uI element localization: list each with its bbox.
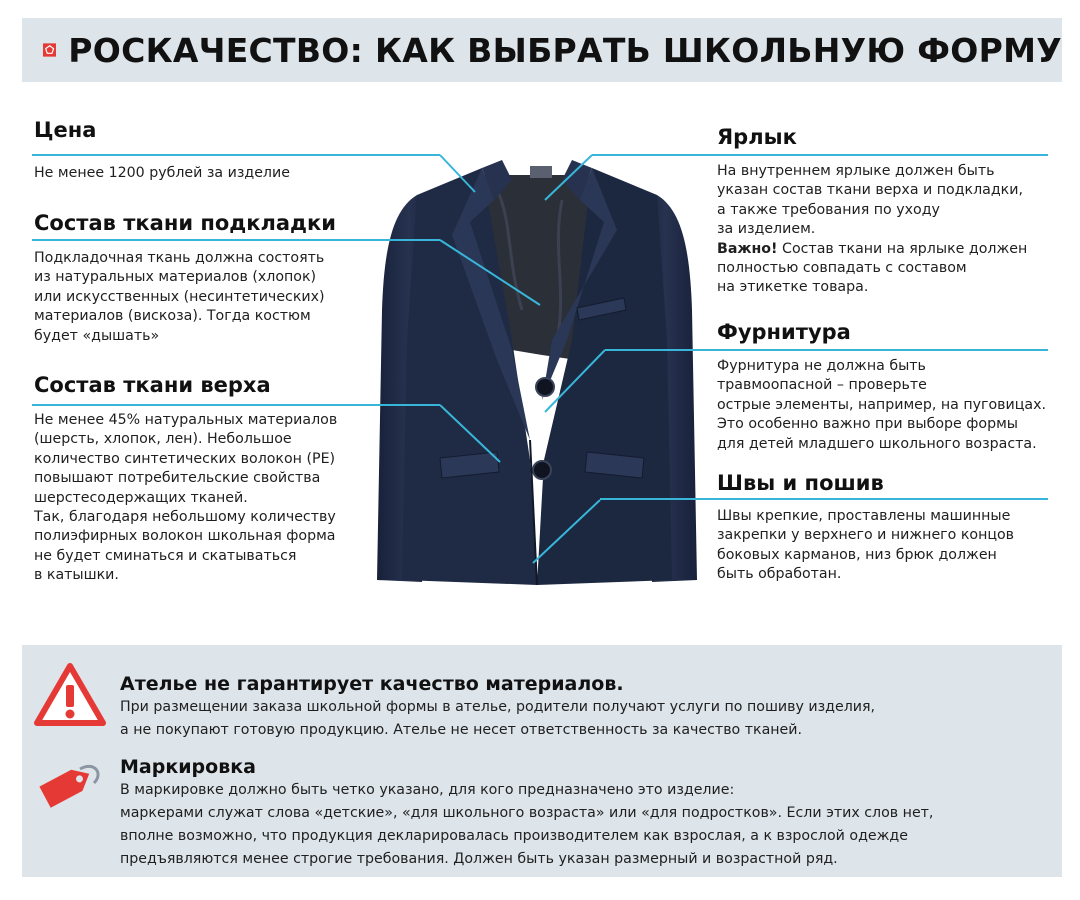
outer-line: количество синтетических волокон (PE) bbox=[34, 450, 336, 467]
outer-line: шерстесодержащих тканей. bbox=[34, 489, 248, 506]
label-line: на этикетке товара. bbox=[717, 279, 869, 296]
seams-rule bbox=[600, 498, 1048, 500]
outer-line: Так, благодаря небольшому количеству bbox=[34, 509, 336, 526]
outer-line: (шерсть, хлопок, лен). Небольшое bbox=[34, 431, 292, 448]
label-line: указан состав ткани верха и подкладки, bbox=[717, 182, 1023, 199]
outer-title: Состав ткани верха bbox=[34, 373, 271, 397]
price-title: Цена bbox=[34, 118, 97, 142]
label-line: полностью совпадать с составом bbox=[717, 260, 967, 277]
section-lining bbox=[34, 211, 336, 346]
hardware-line: для детей младшего школьного возраста. bbox=[717, 435, 1037, 452]
seams-line: Швы крепкие, проставлены машинные bbox=[717, 508, 1011, 524]
page-title: РОСКАЧЕСТВО: КАК ВЫБРАТЬ ШКОЛЬНУЮ ФОРМУ bbox=[68, 30, 1062, 70]
label-line: а также требования по уходу bbox=[717, 201, 940, 218]
seams-line: боковых карманов, низ брюк должен bbox=[717, 546, 997, 563]
label-rule bbox=[592, 154, 1048, 156]
atelier-title: Ателье не гарантирует качество материалов. bbox=[120, 673, 624, 695]
school-jacket-image bbox=[362, 140, 712, 590]
seams-title: Швы и пошив bbox=[717, 471, 884, 495]
section-label bbox=[717, 125, 1027, 298]
lining-rule bbox=[32, 239, 440, 241]
marking-line: маркерами служат слова «детские», «для школьного возраста» или «для подростков». Если этих слов нет, bbox=[120, 805, 934, 821]
outer-line: Не менее 45% натуральных материалов bbox=[34, 412, 338, 428]
roskachestvo-logo-icon bbox=[43, 28, 56, 72]
lining-line: будет «дышать» bbox=[34, 327, 160, 344]
outer-line: повышают потребительские свойства bbox=[34, 470, 321, 487]
header-banner bbox=[22, 18, 1062, 82]
price-text: Не менее 1200 рублей за изделие bbox=[34, 165, 290, 181]
label-important-line bbox=[717, 240, 1027, 259]
important-text: Состав ткани на ярлыке должен bbox=[777, 240, 1028, 257]
seams-line: закрепки у верхнего и нижнего концов bbox=[717, 527, 1015, 544]
lining-line: или искусственных (несинтетических) bbox=[34, 288, 325, 305]
hardware-rule bbox=[605, 349, 1048, 351]
section-price bbox=[34, 118, 290, 183]
hardware-line: острые элементы, например, на пуговицах. bbox=[717, 396, 1047, 413]
hardware-line: Фурнитура не должна быть bbox=[717, 358, 926, 374]
label-line: На внутреннем ярлыке должен быть bbox=[717, 163, 995, 179]
warning-triangle-icon bbox=[34, 663, 106, 727]
lining-line: материалов (вискоза). Тогда костюм bbox=[34, 308, 311, 325]
section-hardware bbox=[717, 320, 1046, 454]
marking-line: В маркировке должно быть четко указано, для кого предназначено это изделие: bbox=[120, 782, 735, 798]
seams-line: быть обработан. bbox=[717, 566, 842, 583]
outer-line: в катышки. bbox=[34, 567, 119, 584]
marking-line: вполне возможно, что продукция декларировалась производителем как взрослая, а к взрослой одежде bbox=[120, 828, 908, 844]
atelier-line: При размещении заказа школьной формы в ателье, родители получают услуги по пошиву изделия, bbox=[120, 699, 876, 715]
atelier-block bbox=[120, 673, 875, 742]
marking-block bbox=[120, 756, 933, 871]
marking-title: Маркировка bbox=[120, 756, 256, 778]
info-panel bbox=[22, 645, 1062, 877]
label-line: за изделием. bbox=[717, 221, 816, 238]
atelier-line: а не покупают готовую продукцию. Ателье не несет ответственность за качество тканей. bbox=[120, 722, 803, 738]
label-title: Ярлык bbox=[717, 125, 797, 149]
hardware-title: Фурнитура bbox=[717, 320, 851, 344]
outer-line: полиэфирных волокон школьная форма bbox=[34, 528, 336, 545]
section-seams bbox=[717, 471, 1014, 585]
hardware-line: травмоопасной – проверьте bbox=[717, 377, 927, 394]
hardware-line: Это особенно важно при выборе формы bbox=[717, 416, 1019, 433]
marking-line: предъявляются менее строгие требования. Должен быть указан размерный и возрастной ряд. bbox=[120, 851, 838, 867]
important-prefix: Важно! bbox=[717, 240, 778, 257]
outer-rule bbox=[32, 404, 440, 406]
lining-line: из натуральных материалов (хлопок) bbox=[34, 269, 317, 286]
outer-line: не будет сминаться и скатываться bbox=[34, 547, 297, 564]
price-tag-icon bbox=[32, 755, 104, 811]
lining-title: Состав ткани подкладки bbox=[34, 211, 336, 235]
price-rule bbox=[32, 154, 440, 156]
lining-line: Подкладочная ткань должна состоять bbox=[34, 250, 325, 266]
